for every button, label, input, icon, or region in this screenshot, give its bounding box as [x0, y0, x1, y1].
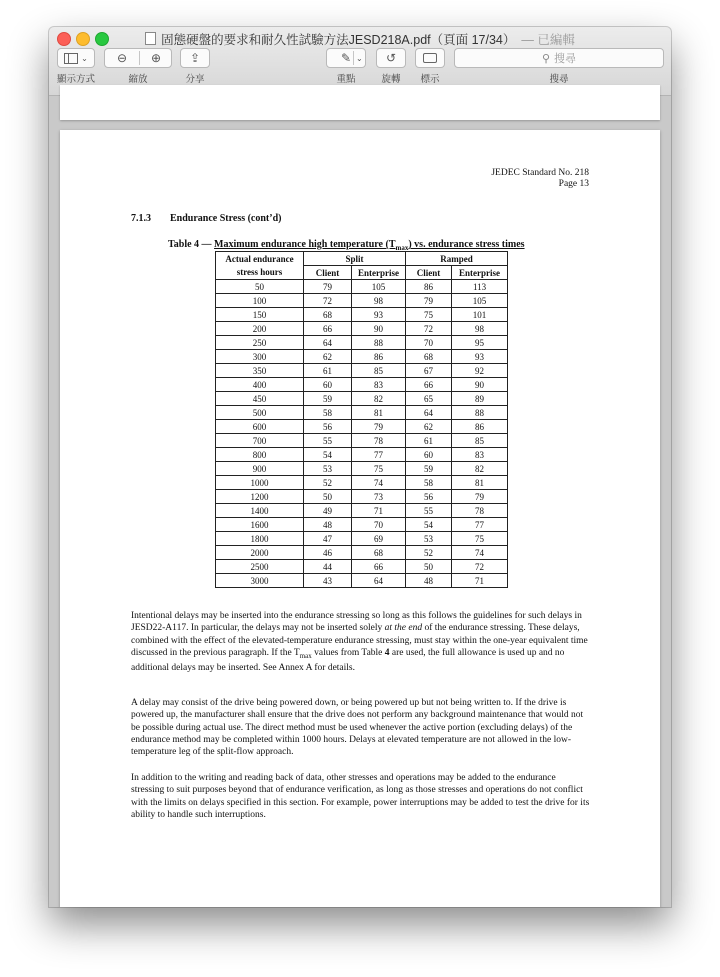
table-cell: 250 [216, 336, 304, 350]
page-header [491, 168, 589, 190]
table-caption-part-b: ) vs. endurance stress times [408, 239, 525, 250]
table-cell: 61 [304, 364, 352, 378]
table-row [216, 350, 508, 364]
table-cell: 82 [452, 462, 508, 476]
table-cell: 58 [304, 406, 352, 420]
table-row [216, 378, 508, 392]
table-cell: 55 [304, 434, 352, 448]
table-cell: 93 [452, 350, 508, 364]
table-cell: 72 [304, 294, 352, 308]
table-cell: 82 [352, 392, 406, 406]
table-caption-subscript: max [395, 244, 409, 252]
table-cell: 81 [352, 406, 406, 420]
table-cell: 58 [406, 476, 452, 490]
share-icon: ⇪ [189, 51, 201, 65]
table-cell: 1200 [216, 490, 304, 504]
table-row [216, 406, 508, 420]
table-row [216, 434, 508, 448]
table-cell: 67 [406, 364, 452, 378]
table-row [216, 476, 508, 490]
table-cell: 77 [352, 448, 406, 462]
edited-status: — 已編輯 [521, 33, 575, 47]
previous-page [60, 85, 660, 120]
zoom-label: 縮放 [128, 74, 148, 85]
zoom-control [104, 48, 172, 68]
highlight-label: 重點 [336, 74, 356, 85]
table-cell: 3000 [216, 574, 304, 588]
table-cell: 66 [304, 322, 352, 336]
table-cell: 66 [406, 378, 452, 392]
table-row [216, 448, 508, 462]
table-row [216, 322, 508, 336]
rotate-label: 旋轉 [381, 74, 401, 85]
search-icon: ⚲ [541, 52, 551, 65]
table-cell: 2000 [216, 546, 304, 560]
header-split-enterprise: Enterprise [352, 266, 406, 280]
table-cell: 85 [452, 434, 508, 448]
table-cell: 71 [452, 574, 508, 588]
table-cell: 800 [216, 448, 304, 462]
table-cell: 90 [452, 378, 508, 392]
table-cell: 1400 [216, 504, 304, 518]
para1-table-ref: 4 [384, 647, 390, 658]
table-cell: 1600 [216, 518, 304, 532]
para1-emphasis: at the end [384, 623, 423, 634]
para1-text-a: Intentional delays may be inserted into the endurance stressing so long as this follows the guidelines for such delays in JESD22-A117. In particular, the delays may not be inserted solely [131, 611, 582, 634]
header-split: Split [304, 252, 406, 266]
zoom-out-icon: ⊖ [116, 51, 128, 65]
table-cell: 50 [406, 560, 452, 574]
table-cell: 74 [452, 546, 508, 560]
table-cell: 86 [452, 420, 508, 434]
table-cell: 68 [352, 546, 406, 560]
window-title [49, 30, 671, 48]
table-cell: 90 [352, 322, 406, 336]
section-heading [131, 213, 281, 224]
table-cell: 86 [406, 280, 452, 294]
table-cell: 81 [452, 476, 508, 490]
search-label: 搜尋 [549, 74, 569, 85]
section-number: 7.1.3 [131, 213, 151, 224]
table-cell: 75 [406, 308, 452, 322]
table-cell: 66 [352, 560, 406, 574]
section-title: Endurance Stress (cont’d) [170, 213, 282, 224]
rotate-icon: ↺ [385, 51, 397, 65]
table-cell: 62 [304, 350, 352, 364]
table-cell: 70 [406, 336, 452, 350]
preview-window [49, 27, 671, 907]
table-cell: 113 [452, 280, 508, 294]
table-cell: 400 [216, 378, 304, 392]
table-cell: 600 [216, 420, 304, 434]
share-button[interactable] [180, 48, 210, 68]
table-row [216, 504, 508, 518]
standard-number: JEDEC Standard No. 218 [491, 168, 589, 178]
document-icon [145, 32, 156, 45]
table-cell: 500 [216, 406, 304, 420]
header-hours: Actual endurance stress hours [216, 252, 304, 280]
highlight-button[interactable] [326, 48, 366, 68]
table-cell: 46 [304, 546, 352, 560]
table-cell: 68 [304, 308, 352, 322]
header-ramped-client: Client [406, 266, 452, 280]
table-cell: 72 [406, 322, 452, 336]
table-cell: 89 [452, 392, 508, 406]
table-cell: 79 [406, 294, 452, 308]
table-cell: 79 [304, 280, 352, 294]
table-cell: 59 [406, 462, 452, 476]
table-caption-prefix: Table 4 — [168, 239, 215, 250]
share-label: 分享 [185, 74, 205, 85]
view-label: 顯示方式 [56, 74, 95, 85]
rotate-button[interactable] [376, 48, 406, 68]
table-cell: 150 [216, 308, 304, 322]
highlighter-icon: ✎ [340, 51, 352, 65]
table-cell: 48 [406, 574, 452, 588]
table-cell: 101 [452, 308, 508, 322]
zoom-in-button[interactable] [139, 51, 173, 65]
table-cell: 52 [304, 476, 352, 490]
chevron-down-icon: ⌄ [356, 53, 363, 63]
table-cell: 1800 [216, 532, 304, 546]
table-cell: 75 [452, 532, 508, 546]
header-ramped-enterprise: Enterprise [452, 266, 508, 280]
pdf-page [60, 130, 660, 907]
chevron-down-icon: ⌄ [81, 53, 88, 63]
paragraph-additional-stresses: In addition to the writing and reading back of data, other stresses and operations may be added to the endurance stressing to suit purposes beyond that of endurance verification, as long as those stresses and operations do not conflict with the limits on delays specified in this section. For example, power interruptions may be added to test the drive for its ability to handle such interruptions. [131, 773, 590, 820]
table-cell: 200 [216, 322, 304, 336]
table-cell: 85 [352, 364, 406, 378]
table-cell: 53 [406, 532, 452, 546]
table-cell: 55 [406, 504, 452, 518]
table-cell: 61 [406, 434, 452, 448]
sidebar-icon [64, 53, 78, 64]
table-row [216, 462, 508, 476]
table-cell: 79 [452, 490, 508, 504]
table-cell: 350 [216, 364, 304, 378]
paragraph-delays [131, 610, 591, 674]
para1-text-b: of the endurance stressing. These delays, combined with the effect of the elevated-temperature endurance stressing, must stay within the one-year equivalent time discussed in the previous paragraph. If the T [131, 623, 588, 658]
table-caption-title [214, 239, 525, 250]
table-cell: 62 [406, 420, 452, 434]
table-cell: 50 [304, 490, 352, 504]
para1-subscript: max [299, 651, 312, 660]
table-row [216, 420, 508, 434]
table-row [216, 308, 508, 322]
table-row [216, 280, 508, 294]
table-row [216, 518, 508, 532]
table-cell: 105 [352, 280, 406, 294]
table-cell: 74 [352, 476, 406, 490]
table-row [216, 364, 508, 378]
header-split-client: Client [304, 266, 352, 280]
table-cell: 88 [352, 336, 406, 350]
table-cell: 47 [304, 532, 352, 546]
table-row [216, 392, 508, 406]
table-cell: 450 [216, 392, 304, 406]
table-cell: 50 [216, 280, 304, 294]
table-cell: 98 [452, 322, 508, 336]
table-cell: 73 [352, 490, 406, 504]
table-cell: 49 [304, 504, 352, 518]
table-cell: 75 [352, 462, 406, 476]
table-cell: 56 [406, 490, 452, 504]
table-cell: 88 [452, 406, 508, 420]
table-cell: 60 [304, 378, 352, 392]
markup-label: 標示 [420, 74, 440, 85]
zoom-in-icon: ⊕ [150, 51, 162, 65]
table-row [216, 560, 508, 574]
table-cell: 300 [216, 350, 304, 364]
table-cell: 77 [452, 518, 508, 532]
table-cell: 700 [216, 434, 304, 448]
table-cell: 900 [216, 462, 304, 476]
toolbox-icon [423, 53, 437, 63]
table-cell: 53 [304, 462, 352, 476]
table-cell: 92 [452, 364, 508, 378]
table-row [216, 546, 508, 560]
table-cell: 83 [352, 378, 406, 392]
table-cell: 56 [304, 420, 352, 434]
table-cell: 71 [352, 504, 406, 518]
table-cell: 60 [406, 448, 452, 462]
table-cell: 68 [406, 350, 452, 364]
para1-text-c: values from Table [311, 647, 385, 658]
table-cell: 59 [304, 392, 352, 406]
table-cell: 54 [304, 448, 352, 462]
table-row [216, 336, 508, 350]
table-cell: 98 [352, 294, 406, 308]
table-cell: 64 [406, 406, 452, 420]
table-cell: 86 [352, 350, 406, 364]
table-cell: 93 [352, 308, 406, 322]
zoom-out-button[interactable] [105, 51, 139, 65]
search-input[interactable] [454, 48, 664, 68]
table-row [216, 532, 508, 546]
table-cell: 54 [406, 518, 452, 532]
table-cell: 43 [304, 574, 352, 588]
table-cell: 65 [406, 392, 452, 406]
search-placeholder: 搜尋 [554, 53, 577, 65]
table-cell: 100 [216, 294, 304, 308]
table-cell: 69 [352, 532, 406, 546]
table-row [216, 490, 508, 504]
endurance-table [215, 251, 508, 588]
markup-button[interactable] [415, 48, 445, 68]
table-row [216, 294, 508, 308]
table-cell: 1000 [216, 476, 304, 490]
table-body [216, 280, 508, 588]
table-caption-part-a: Maximum endurance high temperature (T [214, 239, 396, 250]
table-cell: 64 [352, 574, 406, 588]
para1-text-d: are used, the full allowance is used up and no additional delays may be inserted. See Annex A for details. [131, 647, 565, 674]
page-number: Page 13 [558, 179, 589, 189]
paragraph-delay-definition: A delay may consist of the drive being powered down, or being powered up but not being written to. If the drive is powered up, the manufacturer shall ensure that the drive does not perform any background maintenance that would not be possible during actual use. The direct method must be used whenever the active portion (excluding delays) of the endurance method may be completed within 1000 hours. Delays at elevated temperature are not allowed in the low-temperature leg of the split-flow approach. [131, 698, 584, 758]
table-row [216, 574, 508, 588]
window-title-text: 固態硬盤的要求和耐久性試驗方法JESD218A.pdf（頁面 17/34） [161, 33, 516, 47]
header-ramped: Ramped [406, 252, 508, 266]
table-cell: 52 [406, 546, 452, 560]
table-cell: 79 [352, 420, 406, 434]
table-cell: 78 [352, 434, 406, 448]
table-cell: 78 [452, 504, 508, 518]
table-cell: 44 [304, 560, 352, 574]
table-cell: 70 [352, 518, 406, 532]
view-menu-button[interactable] [57, 48, 95, 68]
table-cell: 2500 [216, 560, 304, 574]
table-cell: 64 [304, 336, 352, 350]
table-cell: 83 [452, 448, 508, 462]
table-cell: 95 [452, 336, 508, 350]
table-cell: 48 [304, 518, 352, 532]
table-cell: 105 [452, 294, 508, 308]
table-cell: 72 [452, 560, 508, 574]
